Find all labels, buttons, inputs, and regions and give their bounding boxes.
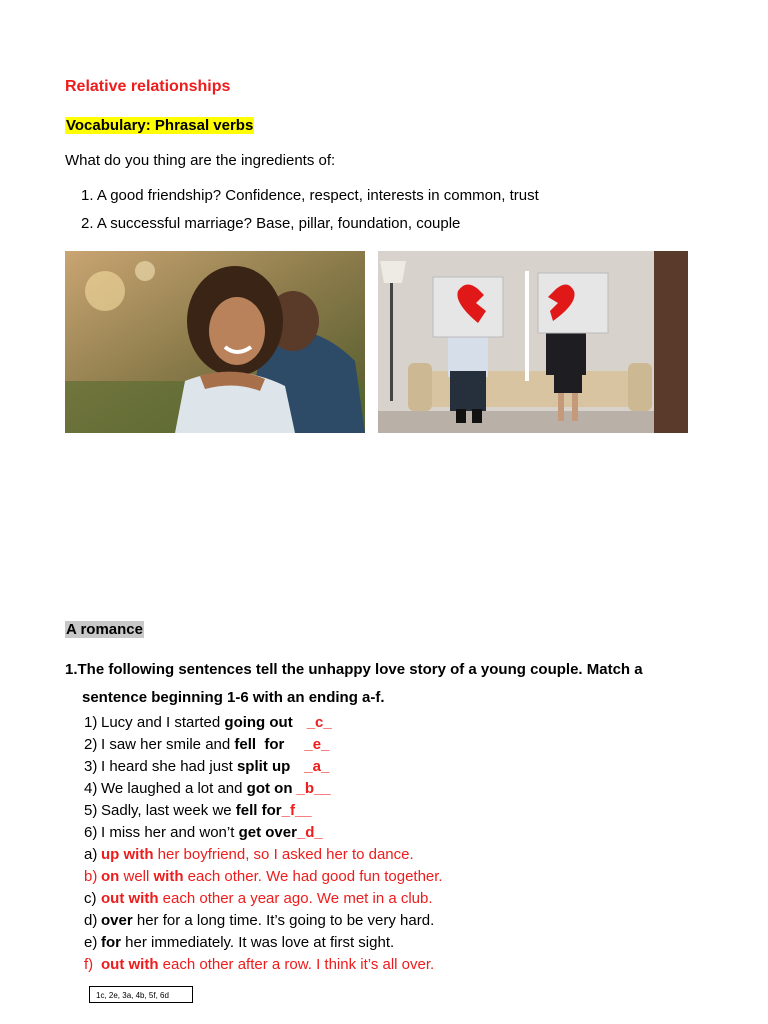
ending-a [84, 844, 414, 866]
ending-d [84, 910, 434, 932]
ending-f [84, 954, 434, 976]
ending-particle: on [101, 868, 120, 885]
answer-text: A successful marriage? Base, pillar, foundation, couple [96, 215, 461, 232]
answer-gap: _c_ [306, 714, 332, 731]
ending-particle: over [101, 912, 133, 929]
phrasal-verb: split up [236, 758, 291, 775]
ending-letter: d) [84, 912, 98, 929]
ending-letter: e) [84, 934, 98, 951]
sentence-2 [84, 734, 329, 756]
ending-letter: c) [84, 890, 97, 907]
phrasal-verb: get over [238, 824, 297, 841]
ending-particle: for [101, 934, 121, 951]
vocabulary-heading: Vocabulary: Phrasal verbs [66, 117, 254, 134]
ending-text: each other after a row. I think it’s all over. [158, 956, 435, 973]
ending-text: her for a long time. It’s going to be very hard. [132, 912, 435, 929]
task-instructions [65, 656, 725, 712]
sentence-number: 1) [84, 714, 98, 731]
sentence-3 [84, 756, 329, 778]
section-heading: A romance [66, 621, 143, 638]
task-line-2: sentence beginning 1-6 with an ending a-f. [82, 689, 385, 706]
task-number: 1. [65, 661, 78, 678]
ending-text: each other. We had good fun together. [183, 868, 443, 885]
phrasal-verb: got on [246, 780, 293, 797]
sentence-4 [84, 778, 331, 800]
task-line-1 [65, 656, 725, 684]
sentence-number: 5) [84, 802, 98, 819]
answer-gap: _d_ [296, 824, 323, 841]
ending-text: her boyfriend, so I asked her to dance. [153, 846, 414, 863]
ending-particle: out with [101, 890, 159, 907]
sentence-number: 6) [84, 824, 98, 841]
question-text: What do you thing are the ingredients of: [65, 152, 336, 169]
sentence-1 [84, 712, 332, 734]
ending-particle: out with [101, 956, 159, 973]
ending-c [84, 888, 433, 910]
ending-e [84, 932, 394, 954]
ending-text: each other a year ago. We met in a club. [158, 890, 433, 907]
answer-number: 2. [81, 215, 94, 232]
answer-item-2 [81, 215, 460, 232]
ending-particle: with [153, 868, 184, 885]
sentence-number: 4) [84, 780, 98, 797]
ending-b [84, 866, 443, 888]
answer-key-box: 1c, 2e, 3a, 4b, 5f, 6d [89, 986, 193, 1003]
sentence-start: I miss her and won’t [101, 824, 239, 841]
sentence-start: Sadly, last week we [101, 802, 236, 819]
sentence-6 [84, 822, 323, 844]
ending-letter: b) [84, 868, 98, 885]
task-text: The following sentences tell the unhappy love story of a young couple. Match a [77, 661, 643, 678]
answer-number: 1. [81, 187, 94, 204]
answer-gap: _f__ [281, 802, 312, 819]
sentence-number: 2) [84, 736, 98, 753]
sentence-start: We laughed a lot and [101, 780, 247, 797]
page-title: Relative relationships [65, 78, 231, 95]
sentence-number: 3) [84, 758, 98, 775]
sentence-start: Lucy and I started [101, 714, 225, 731]
sentence-5 [84, 800, 312, 822]
ending-letter: f) [84, 956, 94, 973]
couple-hugging-photo [65, 251, 365, 433]
sentence-start: I heard she had just [101, 758, 237, 775]
phrasal-verb: fell for [234, 736, 285, 753]
answer-gap: _a_ [304, 758, 330, 775]
phrasal-verb: going out [224, 714, 293, 731]
ending-letter: a) [84, 846, 98, 863]
ending-text: her immediately. It was love at first sight. [121, 934, 395, 951]
answer-gap: _e_ [304, 736, 330, 753]
ending-text: well [119, 868, 154, 885]
sentence-start: I saw her smile and [101, 736, 235, 753]
phrasal-verb: fell for [235, 802, 282, 819]
ending-particle: up with [101, 846, 154, 863]
answer-item-1 [81, 187, 539, 204]
broken-heart-couple-photo [378, 251, 688, 433]
answer-text: A good friendship? Confidence, respect, interests in common, trust [96, 187, 539, 204]
answer-gap: _b__ [296, 780, 331, 797]
